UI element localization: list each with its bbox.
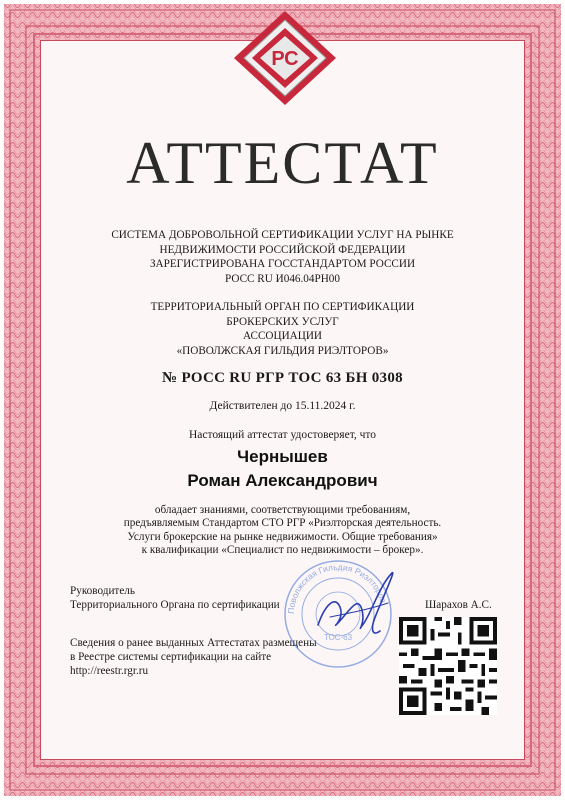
system-line: ЗАРЕГИСТРИРОВАНА ГОССТАНДАРТОМ РОССИИ: [149, 258, 416, 270]
stamp-inner-text: ТОС-63: [323, 633, 353, 642]
system-line: РОСС RU И046.04РН00: [225, 272, 340, 285]
qr-code-icon[interactable]: [399, 617, 497, 715]
stamp-outer-text: Поволжская Гильдия Риэлторов: [285, 561, 389, 615]
registry-info: [70, 636, 317, 678]
certification-system-info: [40, 228, 525, 286]
system-line: СИСТЕМА ДОБРОВОЛЬНОЙ СЕРТИФИКАЦИИ УСЛУГ НА РЫНКЕ: [111, 229, 454, 241]
signer-name: Шарахов А.С.: [425, 599, 492, 611]
qualification-description: [60, 504, 505, 557]
description-line: обладает знаниями, соответствующими требованиям,: [154, 504, 411, 516]
validity-date: Действителен до 15.11.2024 г.: [209, 400, 356, 412]
leader-title: [70, 584, 280, 612]
handwritten-signature: [300, 565, 410, 650]
holder-given-name: Роман Александрович: [187, 471, 378, 490]
leader-line: Руководитель: [70, 585, 135, 597]
organ-line: «ПОВОЛЖСКАЯ ГИЛЬДИЯ РИЭЛТОРОВ»: [176, 344, 389, 357]
organ-line: АССОЦИАЦИИ: [242, 330, 322, 342]
certification-organ-info: [40, 300, 525, 358]
system-line: НЕДВИЖИМОСТИ РОССИЙСКОЙ ФЕДЕРАЦИИ: [159, 243, 406, 256]
certificate-number: № РОСС RU РГР ТОС 63 БН 0308: [162, 370, 403, 386]
organ-line: БРОКЕРСКИХ УСЛУГ: [226, 315, 339, 328]
registry-line: в Реестре системы сертификации на сайте: [70, 651, 272, 663]
logo-letters: РС: [271, 48, 299, 70]
description-line: Услуги брокерские на рынке недвижимости. Общие требования»: [127, 530, 438, 543]
certificate-title: АТТЕСТАТ: [126, 130, 439, 196]
description-line: предъявляемым Стандартом СТО РГР «Риэлторская деятельность.: [123, 517, 442, 530]
organ-line: ТЕРРИТОРИАЛЬНЫЙ ОРГАН ПО СЕРТИФИКАЦИИ: [150, 301, 415, 313]
description-line: к квалификации «Специалист по недвижимости – брокер».: [141, 543, 424, 556]
registry-line: Сведения о ранее выданных Аттестатах размещены: [70, 637, 317, 649]
certifies-statement: Настоящий аттестат удостоверяет, что: [188, 429, 377, 441]
holder-surname: Чернышев: [237, 447, 328, 466]
leader-line: Территориального Органа по сертификации: [70, 599, 280, 611]
rs-diamond-logo-icon: [230, 8, 340, 108]
registry-link[interactable]: http://reestr.rgr.ru: [70, 665, 149, 677]
